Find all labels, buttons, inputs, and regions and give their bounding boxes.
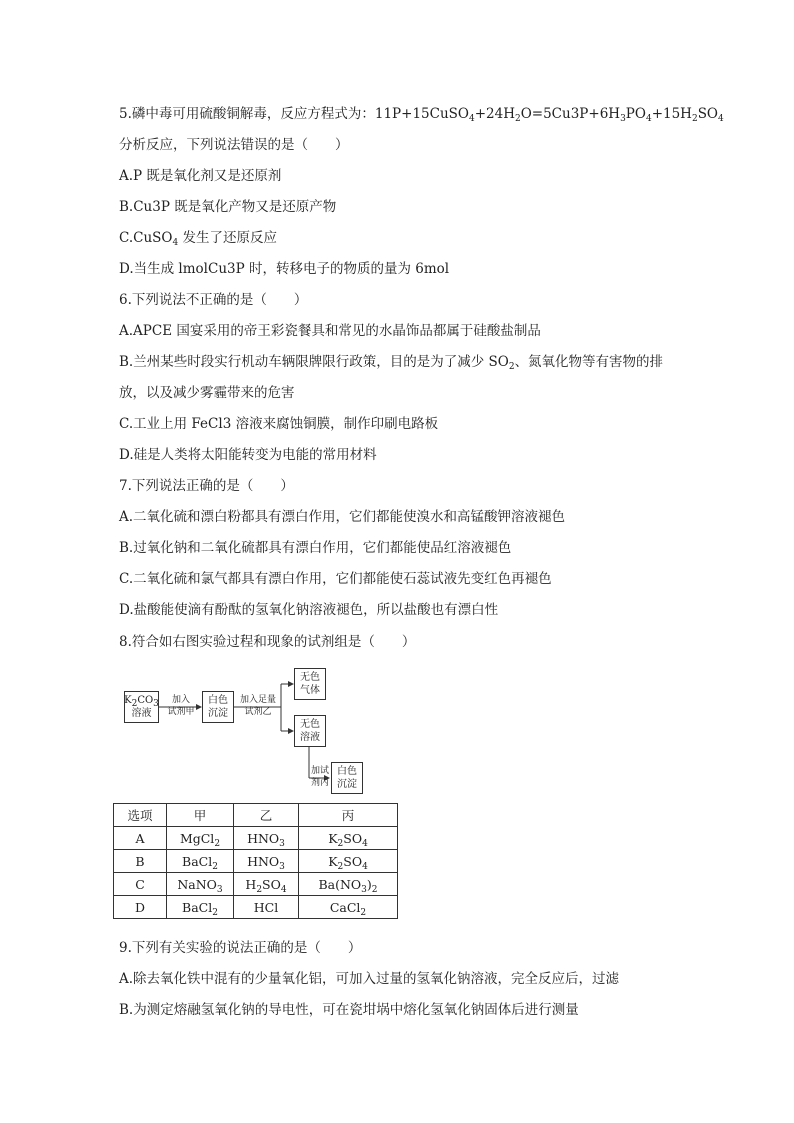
arrow-3-label: 加试 剂丙 xyxy=(310,766,329,788)
table-row: D BaCl$_2$ HCl CaCl$_2$ xyxy=(114,896,398,919)
q7-option-a: A.二氧化硫和漂白粉都具有漂白作用，它们都能使溴水和高锰酸钾溶液褪色 xyxy=(119,509,566,525)
q7-stem: 7.下列说法正确的是（ ） xyxy=(119,478,294,494)
q7-option-d: D.盐酸能使滴有酚酞的氢氧化钠溶液褪色，所以盐酸也有漂白性 xyxy=(119,602,499,618)
q6-option-c: C.工业上用 FeCl3 溶液来腐蚀铜膜，制作印刷电路板 xyxy=(119,416,439,432)
q5-option-d: D.当生成 lmolCu3P 时，转移电子的物质的量为 6mol xyxy=(119,261,450,277)
q5-option-c: C.CuSO$_4$ 发生了还原反应 xyxy=(119,230,278,248)
arrow-1-label: 加入 试剂甲 xyxy=(167,695,195,717)
q6-stem: 6.下列说法不正确的是（ ） xyxy=(119,292,308,308)
q5-option-b: B.Cu3P 既是氧化产物又是还原产物 xyxy=(119,199,337,215)
q7-option-c: C.二氧化硫和氯气都具有漂白作用，它们都能使石蕊试液先变红色再褪色 xyxy=(119,571,552,587)
q7-option-b: B.过氧化钠和二氧化硫都具有漂白作用，它们都能使品红溶液褪色 xyxy=(119,540,512,556)
q6-option-d: D.硅是人类将太阳能转变为电能的常用材料 xyxy=(119,447,377,463)
arrow-2-label: 加入足量 试剂乙 xyxy=(239,695,276,717)
white-precipitate-box: 白色 沉淀 xyxy=(202,691,234,723)
q6-option-b-cont: 放，以及减少雾霾带来的危害 xyxy=(119,385,295,401)
reagent-table xyxy=(113,803,398,919)
colorless-gas-box: 无色 气体 xyxy=(294,668,326,700)
table-row: B BaCl$_2$ $HNO_3$ $K_2SO_4$ xyxy=(114,850,398,873)
table-header-row: 选项 甲 乙 丙 xyxy=(114,804,398,827)
q9-stem: 9.下列有关实验的说法正确的是（ ） xyxy=(119,940,362,956)
q6-option-a: A.APCE 国宴采用的帝王彩瓷餐具和常见的水晶饰品都属于硅酸盐制品 xyxy=(119,323,541,339)
k2co3-solution-box: $K_2CO_3$ 溶液 xyxy=(124,691,159,723)
q8-stem: 8.符合如右图实验过程和现象的试剂组是（ ） xyxy=(119,634,416,650)
q6-option-b: B.兰州某些时段实行机动车辆限牌限行政策，目的是为了减少 $SO_2$、氮氧化物等有害物的排 xyxy=(119,354,664,372)
q5-stem: 5.磷中毒可用硫酸铜解毒，反应方程式为：$11P+15CuSO_4+24H_2O=5Cu3P+6H_3PO_4+15H_2SO_4$ xyxy=(119,106,724,124)
q9-option-a: A.除去氧化铁中混有的少量氧化铝，可加入过量的氢氧化钠溶液，完全反应后，过滤 xyxy=(119,971,620,987)
q5-option-a: A.P 既是氧化剂又是还原剂 xyxy=(119,168,282,184)
white-precipitate-box-2: 白色 沉淀 xyxy=(331,762,363,794)
colorless-solution-box: 无色 溶液 xyxy=(294,715,326,747)
q5-ask: 分析反应，下列说法错误的是（ ） xyxy=(119,137,349,153)
q9-option-b: B.为测定熔融氢氧化钠的导电性，可在瓷坩埚中熔化氢氧化钠固体后进行测量 xyxy=(119,1002,579,1018)
table-row: A MgCl$_2$ $HNO_3$ $K_2SO_4$ xyxy=(114,827,398,850)
table-row: C NaNO$_3$ $H_2SO_4$ $Ba(NO_3)_2$ xyxy=(114,873,398,896)
